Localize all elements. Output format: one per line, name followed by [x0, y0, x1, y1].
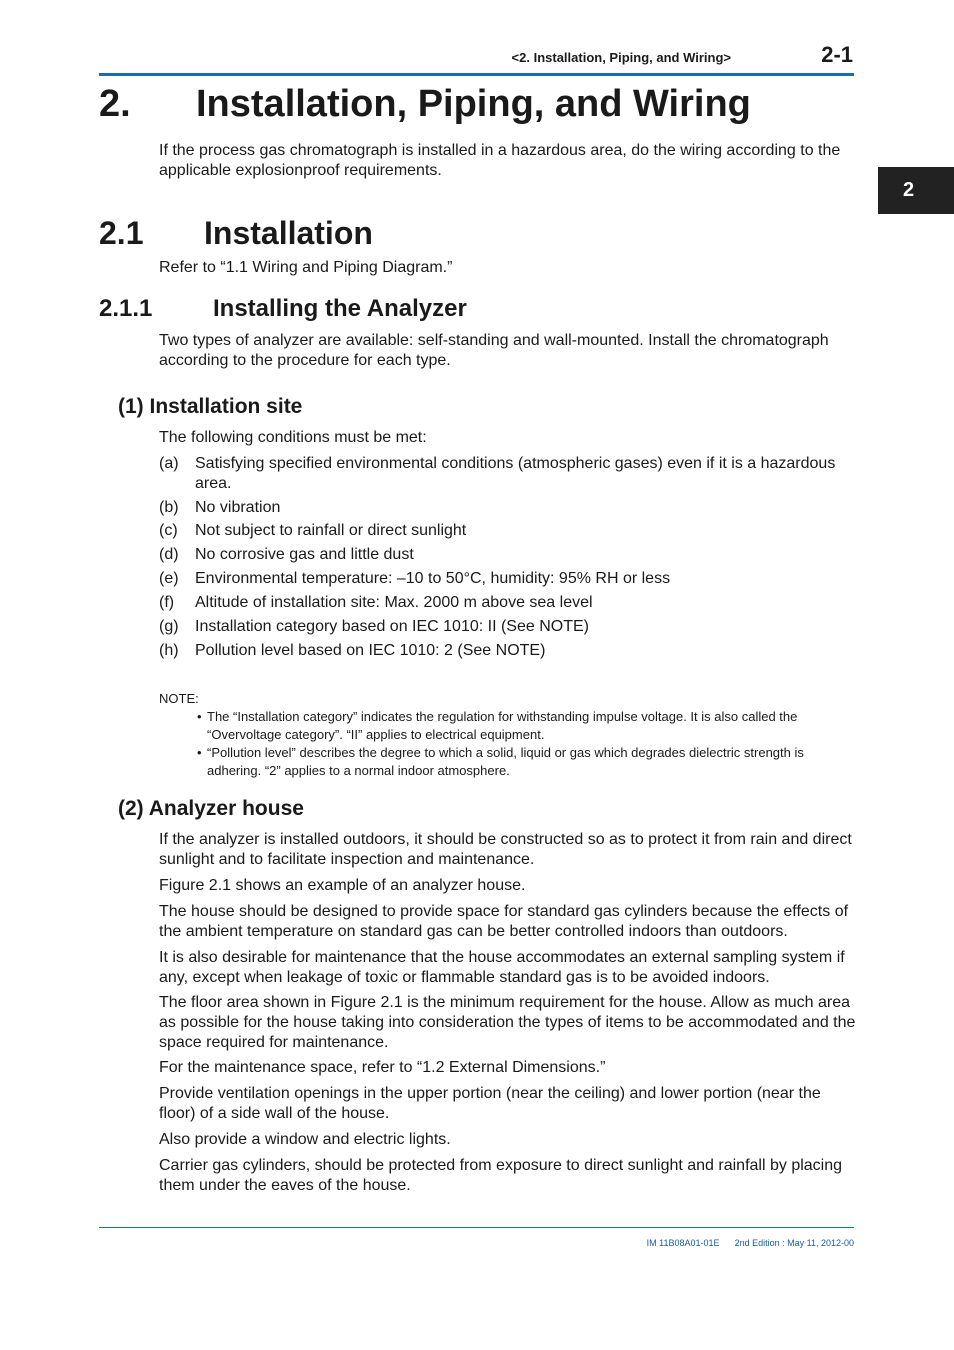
page-number: 2-1 — [821, 42, 853, 67]
analyzer-house-paragraph: Provide ventilation openings in the upper portion (near the ceiling) and lower portion (near the floor) of a side wall of the house. — [159, 1085, 821, 1122]
analyzer-house-paragraph: If the analyzer is installed outdoors, it should be constructed so as to protect it from rain and direct sunlight and to facilitate inspection and maintenance. — [159, 831, 852, 868]
bullet-icon: • — [197, 709, 202, 724]
analyzer-house-paragraph: The house should be designed to provide space for standard gas cylinders because the effects of the ambient temperature on standard gas can be better controlled indoors than outdoors. — [159, 903, 849, 940]
list-item-label: (d) — [159, 546, 179, 563]
list-item-label: (b) — [159, 499, 179, 516]
analyzer-house-paragraph: Also provide a window and electric lights. — [159, 1131, 451, 1148]
running-header-title: <2. Installation, Piping, and Wiring> — [511, 50, 731, 65]
analyzer-house-paragraph: Figure 2.1 shows an example of an analyzer house. — [159, 877, 526, 894]
note-item: “Pollution level” describes the degree to which a solid, liquid or gas which degrades dielectric strength is adhering. “2” applies to a normal indoor atmosphere. — [207, 745, 804, 778]
chapter-number: 2. — [99, 83, 131, 125]
list-item-label: (g) — [159, 618, 179, 635]
list-item-text: Pollution level based on IEC 1010: 2 (See NOTE) — [195, 642, 546, 659]
section-title: Installation — [204, 215, 373, 251]
note-item: The “Installation category” indicates the regulation for withstanding impulse voltage. It is also called the “Overvoltage category”. “II” applies to electrical equipment. — [207, 709, 798, 742]
note-label: NOTE: — [159, 691, 199, 706]
bullet-icon: • — [197, 745, 202, 760]
chapter-intro: If the process gas chromatograph is installed in a hazardous area, do the wiring according to the applicable explosionproof requirements. — [159, 142, 841, 179]
installation-site-heading: (1) Installation site — [118, 395, 303, 418]
section-text: Refer to “1.1 Wiring and Piping Diagram.” — [159, 259, 453, 276]
subsection-text: Two types of analyzer are available: self-standing and wall-mounted. Install the chromatograph according to the procedure for each type. — [159, 332, 829, 369]
list-item-text: Not subject to rainfall or direct sunlight — [195, 522, 467, 539]
chapter-title: Installation, Piping, and Wiring — [196, 83, 751, 125]
subsection-number: 2.1.1 — [99, 295, 153, 322]
edition-info: 2nd Edition : May 11, 2012-00 — [734, 1238, 854, 1248]
footer — [0, 1238, 854, 1248]
list-item-label: (c) — [159, 522, 178, 539]
list-item-label: (a) — [159, 455, 179, 472]
list-item-text: Satisfying specified environmental conditions (atmospheric gases) even if it is a hazardous area. — [195, 455, 836, 492]
list-item-text: Environmental temperature: –10 to 50°C, humidity: 95% RH or less — [195, 570, 671, 587]
list-item-text: No vibration — [195, 499, 281, 516]
analyzer-house-paragraph: For the maintenance space, refer to “1.2 External Dimensions.” — [159, 1059, 606, 1076]
footer-rule — [99, 1227, 854, 1228]
list-item-text: No corrosive gas and little dust — [195, 546, 414, 563]
analyzer-house-paragraph: The floor area shown in Figure 2.1 is the minimum requirement for the house. Allow as much area as possible for the house taking into consideration the types of items to be accommodated and the space required for maintenance. — [159, 994, 856, 1051]
chapter-tab: 2 — [878, 167, 954, 214]
header-rule — [99, 73, 854, 76]
list-item-text: Altitude of installation site: Max. 2000 m above sea level — [195, 594, 593, 611]
list-item-label: (h) — [159, 642, 179, 659]
analyzer-house-heading: (2) Analyzer house — [118, 797, 304, 820]
list-item-label: (e) — [159, 570, 179, 587]
subsection-title: Installing the Analyzer — [213, 295, 467, 322]
list-item-label: (f) — [159, 594, 175, 611]
analyzer-house-paragraph: Carrier gas cylinders, should be protected from exposure to direct sunlight and rainfall by placing them under the eaves of the house. — [159, 1157, 843, 1194]
document-id: IM 11B08A01-01E — [646, 1238, 720, 1248]
installation-site-intro: The following conditions must be met: — [159, 429, 427, 446]
analyzer-house-paragraph: It is also desirable for maintenance that the house accommodates an external sampling system if any, except when leakage of toxic or flammable standard gas is to be avoided indoors. — [159, 949, 845, 986]
list-item-text: Installation category based on IEC 1010: II (See NOTE) — [195, 618, 589, 635]
section-number: 2.1 — [99, 215, 144, 251]
